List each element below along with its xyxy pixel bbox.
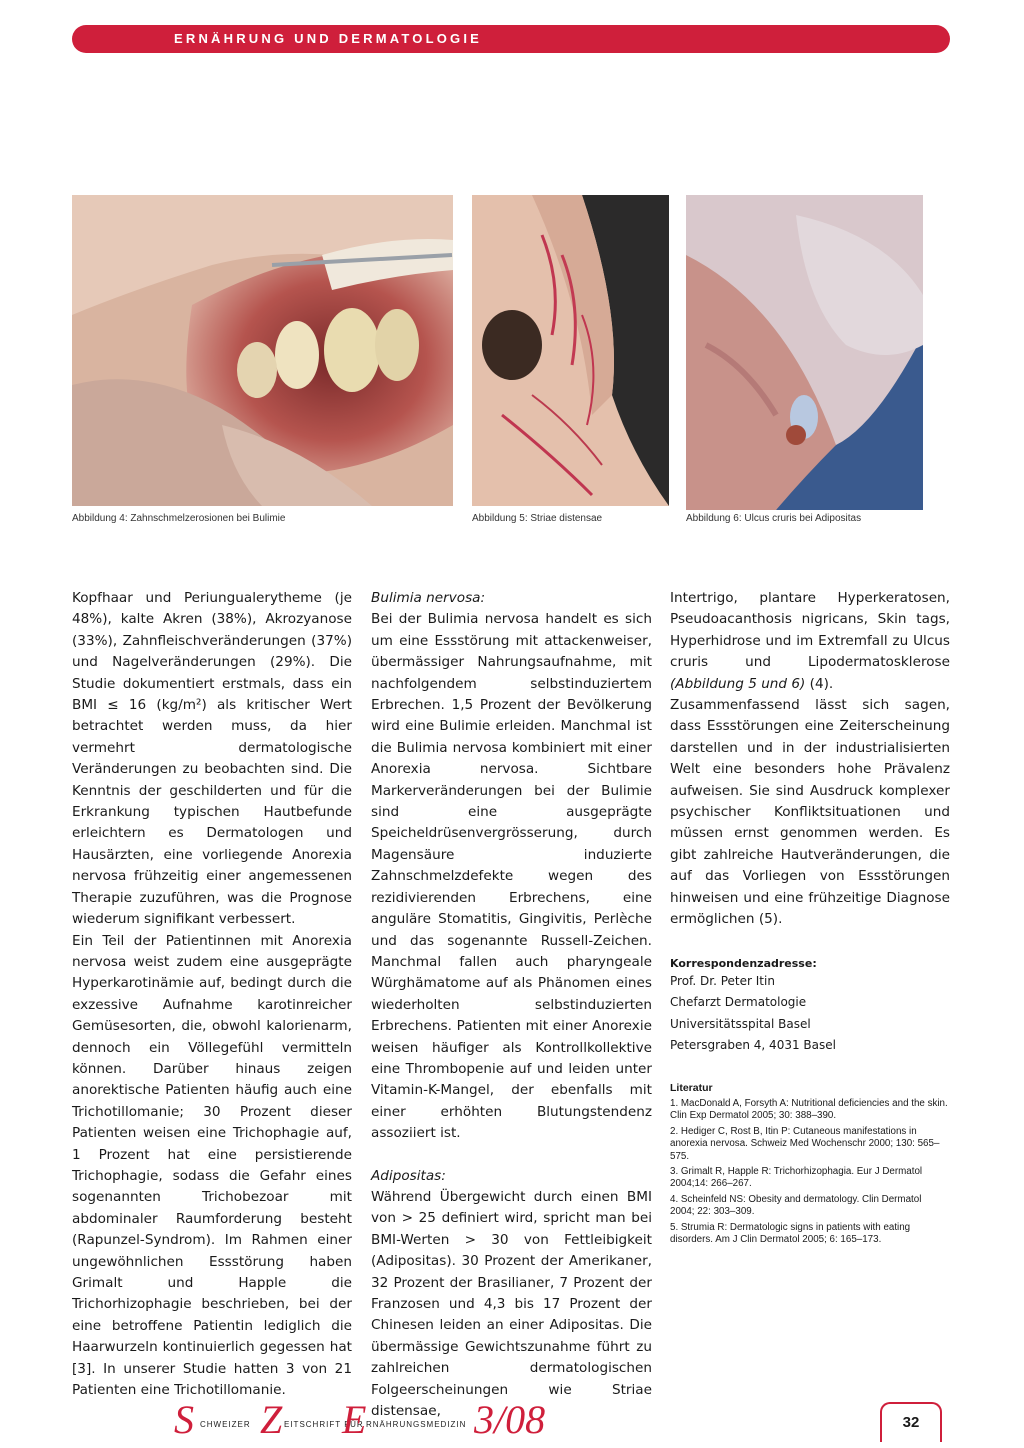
section-heading: Adipositas: — [371, 1167, 446, 1184]
paragraph: Zusammenfassend lässt sich sagen, dass Essstörungen eine Zeiterscheinung darstellen und in der industrialisierten Welt eine besonders hohe Prävalenz aufweisen. Sie sind Ausdruck komplexer psychischer Konfliktsituationen und müssen ernst genommen werden. Es gibt zahlreiche Hautveränderungen, die auf das Vorliegen von Essstörungen hinweisen und eine frühzeitige Diagnose ermöglichen (5). — [670, 697, 950, 928]
spacer — [371, 1145, 652, 1166]
figure-4-image — [72, 195, 453, 506]
paragraph: Kopfhaar und Periungualerytheme (je 48%), kalte Akren (38%), Akrozyanose (33%), Zahnfleischveränderungen (37%) und Nagelveränderungen (29%). Die Studie dokumentiert erstmals, dass ein BMI ≤ 16 (kg/m²) als kritischer Wert betrachtet werden muss, da hier vermehrt dermatologische Veränderungen zu beobachten sind. Die Kenntnis der geschilderten und für die Erkrankung typischen Hautbefunde erleichtern es Dermatologen und Hausärzten, eine vorliegende Anorexia nervosa frühzeitig einer angemessenen Therapie zuzuführen, was die Prognose wiederum signifikant verbessert. — [72, 590, 352, 928]
figure-5-image — [472, 195, 669, 506]
text-column-3 — [670, 588, 950, 1057]
logo-letter-s: S — [174, 1397, 194, 1442]
figure-reference: (Abbildung 5 und 6) — [670, 675, 806, 692]
ulcus-photo — [686, 195, 923, 510]
page-number: 32 — [880, 1402, 942, 1442]
address-line: Prof. Dr. Peter Itin — [670, 973, 775, 988]
journal-logo — [174, 1398, 674, 1442]
striae-photo — [472, 195, 669, 506]
literature-item: 3. Grimalt R, Happle R: Trichorhizophagia. Eur J Dermatol 2004;14: 266–267. — [670, 1166, 923, 1190]
literature-section — [670, 1082, 948, 1249]
address-line: Universitätsspital Basel — [670, 1016, 811, 1031]
paragraph: Bei der Bulimia nervosa handelt es sich um eine Essstörung mit attackenweiser, übermässiger Nahrungsaufnahme, mit nachfolgendem selbstinduziertem Erbrechen. 1,5 Prozent der Bevölkerung wird eine Bulimie erleiden. Manchmal ist die Bulimia nervosa kombiniert mit einer Anorexia nervosa. Sichtbare Markerveränderungen bei der Bulimie sind eine ausgeprägte Speicheldrüsenvergrösserung, durch Magensäure induzierte Zahnschmelzdefekte wegen des rezidivierenden Erbrechens, eine anguläre Stomatitis, Gingivitis, Perlèche und das sogenannte Russell-Zeichen. Manchmal fallen auch pharyngeale Würghämatome auf als Phänomen eines wiederholten selbstinduzierten Erbrechens. Patienten mit einer Anorexie weisen häufiger als Kontrollkollektive eine Thrombopenie auf und leiden unter Vitamin-K-Mangel, der ebenfalls mit einer erhöhten Blutungstendenz assoziiert ist. — [371, 611, 652, 1142]
issue-number: 3/08 — [474, 1397, 546, 1442]
logo-word-schweizer: CHWEIZER — [200, 1420, 251, 1429]
paragraph — [670, 588, 950, 695]
section-title: ERNÄHRUNG UND DERMATOLOGIE — [174, 31, 483, 46]
text-column-2 — [371, 588, 652, 1422]
literature-item: 5. Strumia R: Dermatologic signs in patients with eating disorders. Am J Clin Dermatol 2005; 6: 165–173. — [670, 1221, 911, 1246]
address-line: Petersgraben 4, 4031 Basel — [670, 1038, 836, 1052]
paragraph-text: Intertrigo, plantare Hyperkeratosen, Pseudoacanthosis nigricans, Skin tags, Hyperhidrose und im Extremfall zu Ulcus cruris und Lipodermatosklerose — [670, 590, 950, 671]
figure-4-caption: Abbildung 4: Zahnschmelzerosionen bei Bulimie — [72, 513, 286, 524]
paragraph: Während Übergewicht durch einen BMI von > 25 definiert wird, spricht man bei BMI-Werten > 30 von Fettleibigkeit (Adipositas). 30 Prozent der Amerikaner, 32 Prozent der Brasilianer, 7 Prozent der Franzosen und 4,3 bis 17 Prozent der Chinesen leiden an einer Adipositas. Die übermässige Gewichtszunahme führt zu zahlreichen dermatologischen Folgeerscheinungen wie Striae distensae, — [371, 1188, 652, 1420]
address-heading: Korrespondenzadresse: — [670, 956, 817, 970]
section-heading: Bulimia nervosa: — [371, 590, 486, 606]
figure-5-caption: Abbildung 5: Striae distensae — [472, 513, 603, 524]
mouth-photo — [72, 195, 453, 506]
text-column-1 — [72, 588, 352, 1401]
literature-item: 4. Scheinfeld NS: Obesity and dermatology. Clin Dermatol 2004; 22: 303–309. — [670, 1193, 922, 1218]
address-line: Chefarzt Dermatologie — [670, 995, 807, 1009]
logo-word-zeitschrift: EITSCHRIFT FÜR — [284, 1420, 364, 1429]
literature-item: 2. Hediger C, Rost B, Itin P: Cutaneous manifestations in anorexia nervosa. Schweiz Med Wochenschr 2000; 130: 565–575. — [670, 1125, 940, 1162]
figure-6-caption: Abbildung 6: Ulcus cruris bei Adipositas — [686, 513, 862, 524]
paragraph: Ein Teil der Patientinnen mit Anorexia nervosa weist zudem eine ausgeprägte Hyperkarotinämie auf, bedingt durch die exzessive Aufnahme karotinreicher Gemüsesorten, die, obwohl kalorienarm, dennoch ein Völlegefühl vermitteln können. Darüber hinaus zeigen anorektische Patienten häufig auch eine Trichotillomanie; 30 Prozent dieser Patienten weisen eine Trichophagie auf, 1 Prozent hat eine persistierende Trichophagie, sodass die Gefahr eines sogenannten Trichobezoar mit abdominaler Raumforderung besteht (Rapunzel-Syndrom). Im Rahmen einer ungewöhnlichen Essstörung haben Grimalt und Happle die Trichorhizophagie beschrieben, bei der eine betroffene Patientin lediglich die Haarwurzeln kontinuierlich gegessen hat [3]. In unserer Studie hatten 3 von 21 Patienten eine Trichotillomanie. — [72, 932, 352, 1399]
literature-heading: Literatur — [670, 1082, 713, 1094]
spacer — [670, 931, 950, 957]
section-header-bar — [72, 25, 950, 53]
logo-word-ernaehrungsmedizin: RNÄHRUNGSMEDIZIN — [366, 1420, 467, 1429]
figure-6-image — [686, 195, 923, 510]
citation: (4). — [805, 675, 834, 692]
logo-letter-z: Z — [260, 1397, 283, 1442]
logo-letter-e: E — [342, 1397, 367, 1442]
literature-item: 1. MacDonald A, Forsyth A: Nutritional deficiencies and the skin. Clin Exp Dermatol 2005; 30: 388–390. — [670, 1098, 948, 1122]
